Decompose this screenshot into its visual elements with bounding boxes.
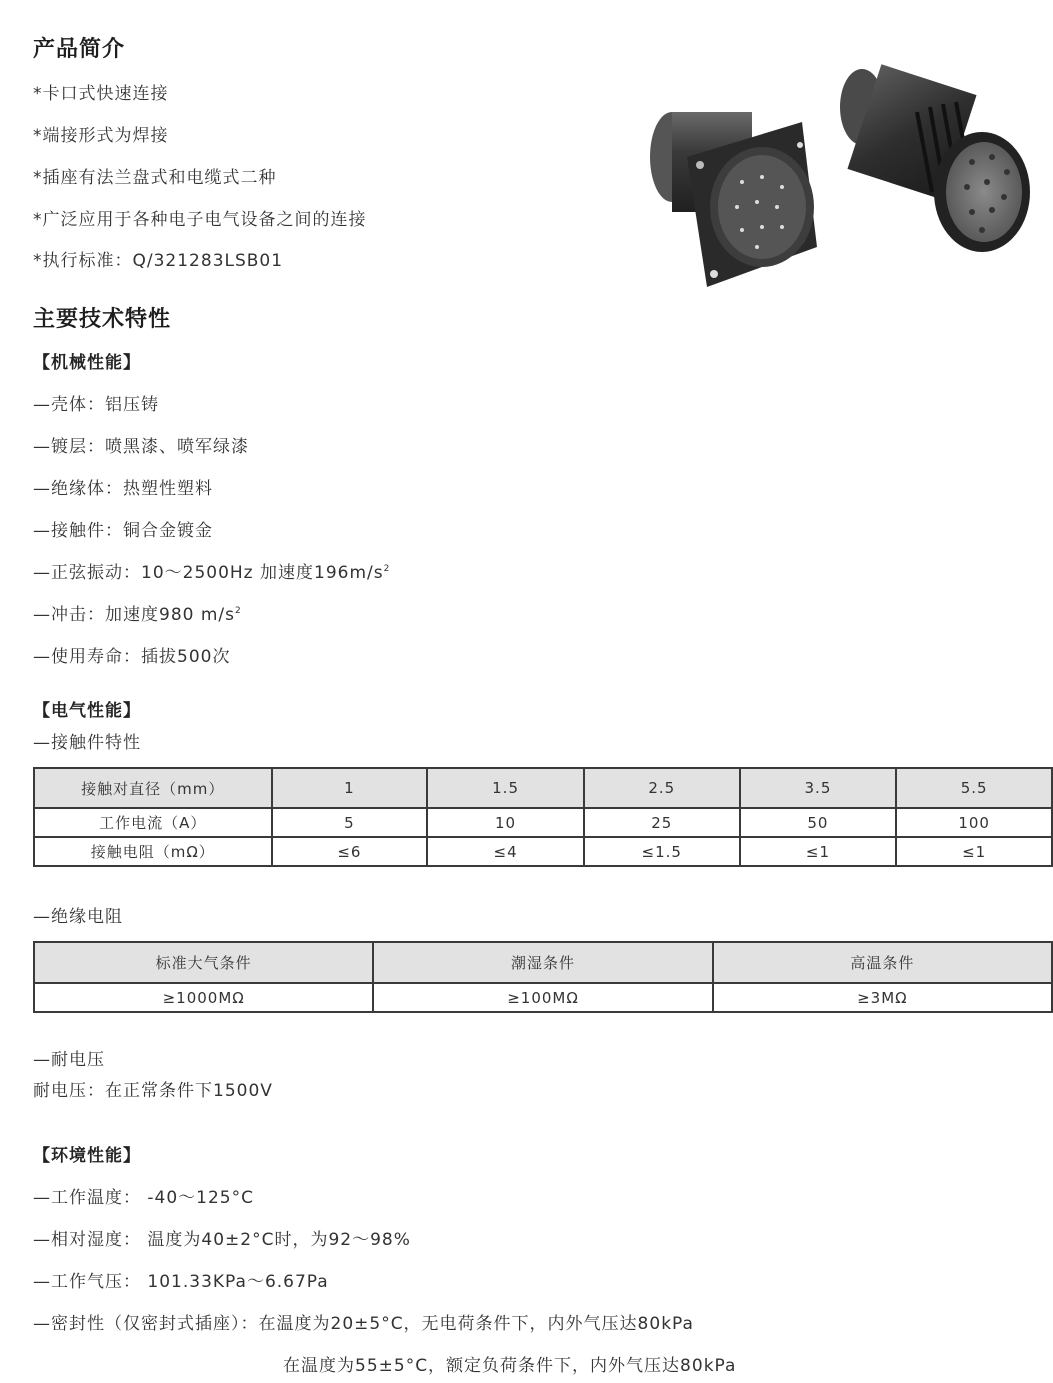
environmental-item: —工作温度： -40～125°C	[33, 1188, 254, 1208]
contact-label: —接触件特性	[33, 733, 141, 753]
mechanical-item: —镀层：喷黑漆、喷军绿漆	[33, 437, 249, 457]
environmental-item: —密封性（仅密封式插座）：在温度为20±5°C，无电荷条件下，内外气压达80kPa	[33, 1314, 694, 1334]
table-cell: 3.5	[740, 768, 897, 808]
table-cell: 2.5	[584, 768, 740, 808]
environmental-item: —相对湿度： 温度为40±2°C时，为92～98%	[33, 1230, 411, 1250]
mechanical-item: —绝缘体：热塑性塑料	[33, 479, 213, 499]
table-cell: ≥3MΩ	[713, 983, 1052, 1012]
table-cell: ≥100MΩ	[373, 983, 712, 1012]
table-cell: 1	[272, 768, 428, 808]
table-row	[34, 808, 1052, 837]
intro-bullet: *卡口式快速连接	[33, 84, 169, 104]
table-cell: 接触对直径（mm）	[34, 768, 272, 808]
environmental-heading: 【环境性能】	[33, 1146, 141, 1166]
table-cell: 5.5	[896, 768, 1052, 808]
table-cell: ≤4	[427, 837, 584, 866]
voltage-text: 耐电压：在正常条件下1500V	[33, 1081, 273, 1101]
intro-bullet: *执行标准：Q/321283LSB01	[33, 251, 284, 271]
table-cell: ≤6	[272, 837, 428, 866]
mechanical-item: —正弦振动：10～2500Hz 加速度$196m/s^2$	[33, 563, 391, 583]
table-cell: 10	[427, 808, 584, 837]
environmental-item-continued: 在温度为55±5°C，额定负荷条件下，内外气压达80kPa	[283, 1356, 737, 1376]
table-row	[34, 837, 1052, 866]
specs-title: 主要技术特性	[33, 307, 172, 332]
intro-title: 产品简介	[33, 37, 126, 62]
electrical-heading: 【电气性能】	[33, 701, 141, 721]
contact-table	[33, 767, 1053, 867]
connector-product-photo	[632, 62, 1032, 292]
intro-bullet: *端接形式为焊接	[33, 126, 169, 146]
table-cell: 5	[272, 808, 428, 837]
mechanical-item: —接触件：铜合金镀金	[33, 521, 213, 541]
table-cell: 100	[896, 808, 1052, 837]
table-cell: ≤1	[896, 837, 1052, 866]
intro-bullet: *插座有法兰盘式和电缆式二种	[33, 168, 277, 188]
voltage-label: —耐电压	[33, 1050, 105, 1070]
table-cell: 接触电阻（mΩ）	[34, 837, 272, 866]
table-row	[34, 942, 1052, 983]
mechanical-item: —冲击：加速度980 $m/s^2$	[33, 605, 242, 625]
environmental-item: —工作气压： 101.33KPa～6.67Pa	[33, 1272, 329, 1292]
table-cell: 1.5	[427, 768, 584, 808]
intro-bullet: *广泛应用于各种电子电气设备之间的连接	[33, 210, 367, 230]
table-cell: ≤1.5	[584, 837, 740, 866]
mechanical-item: —使用寿命：插拔500次	[33, 647, 231, 667]
table-row	[34, 983, 1052, 1012]
table-cell: 25	[584, 808, 740, 837]
insulation-table	[33, 941, 1053, 1013]
mechanical-heading: 【机械性能】	[33, 353, 141, 373]
table-row	[34, 768, 1052, 808]
table-cell: 标准大气条件	[34, 942, 373, 983]
insulation-label: —绝缘电阻	[33, 907, 123, 927]
table-cell: ≥1000MΩ	[34, 983, 373, 1012]
table-cell: 50	[740, 808, 897, 837]
table-cell: 高温条件	[713, 942, 1052, 983]
table-cell: 潮湿条件	[373, 942, 712, 983]
table-cell: ≤1	[740, 837, 897, 866]
mechanical-item: —壳体：铝压铸	[33, 395, 159, 415]
table-cell: 工作电流（A）	[34, 808, 272, 837]
